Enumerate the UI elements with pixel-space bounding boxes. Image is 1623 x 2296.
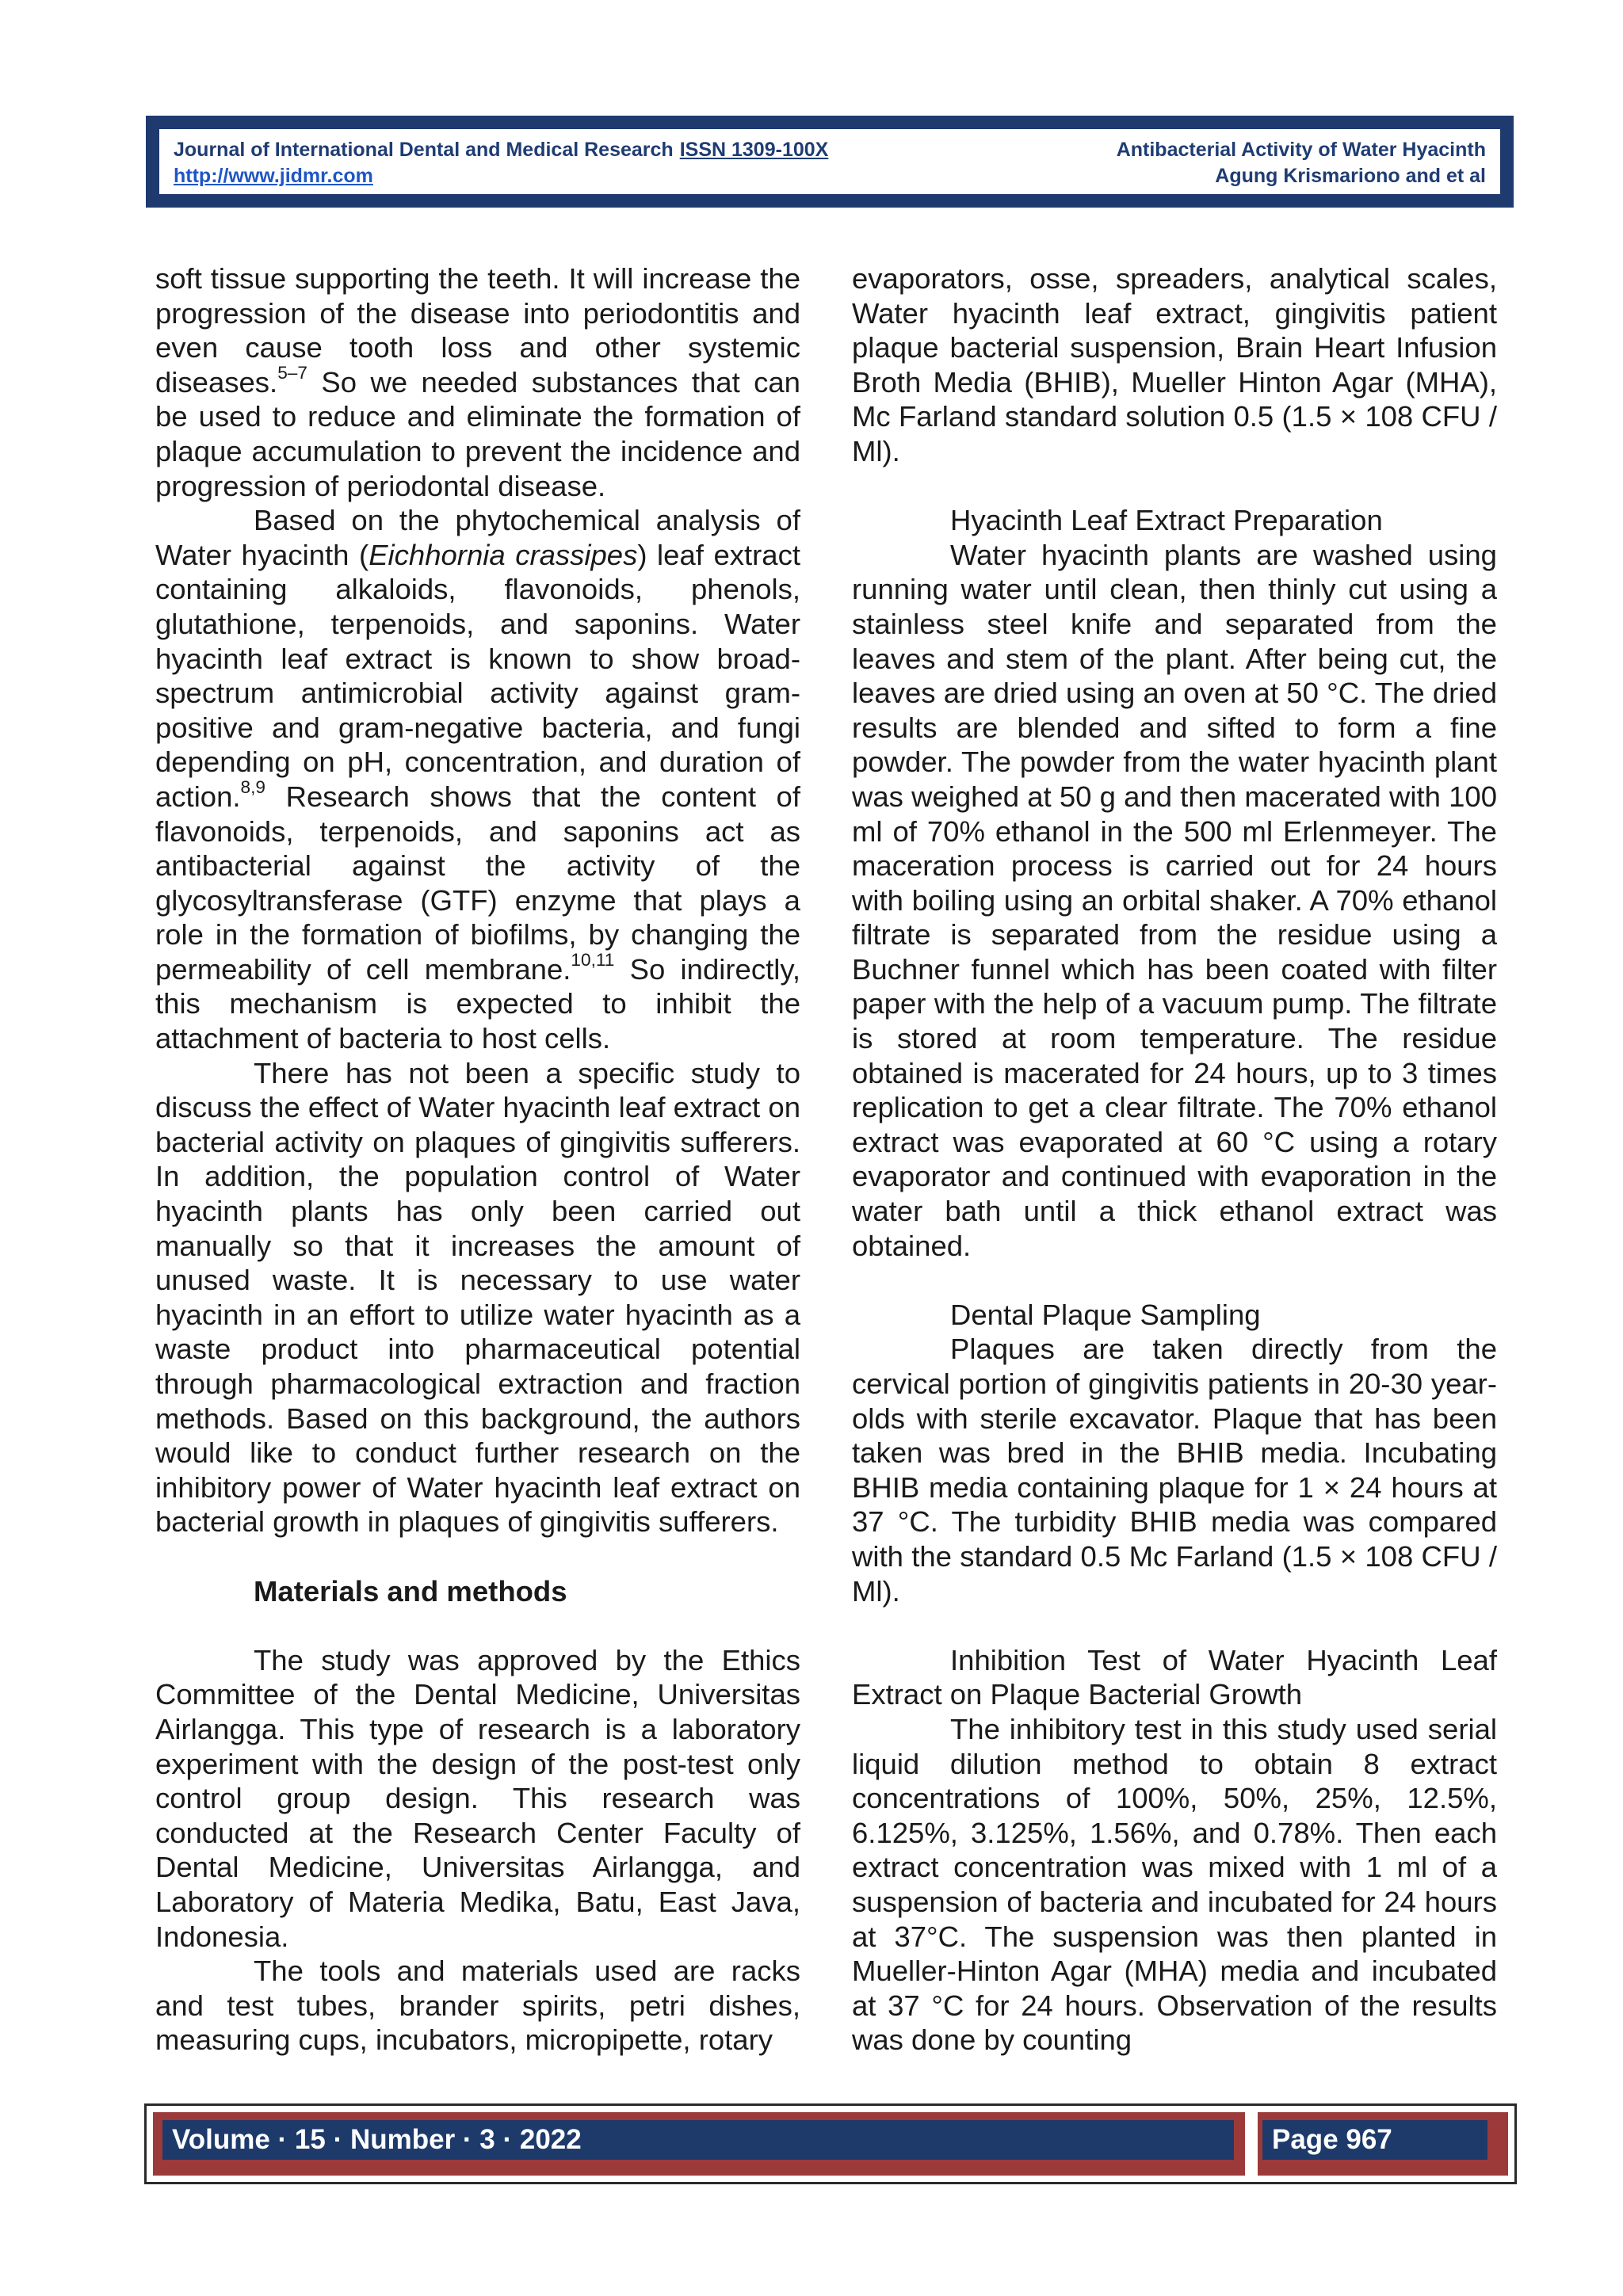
spacer bbox=[852, 1263, 1497, 1298]
issn-link[interactable]: ISSN 1309-100X bbox=[679, 139, 829, 161]
journal-header-box bbox=[157, 127, 1503, 196]
left-column bbox=[155, 261, 800, 2058]
paragraph-plaque-sampling: Plaques are taken directly from the cervical portion of gingivitis patients in 20-30 year-olds with sterile excavator. Plaque that has been taken was bred in the BHIB media. Incubating BHIB media containing plaque for 1 × 24 hours at 37 °C. The turbidity BHIB media was compared with the standard 0.5 Mc Farland (1.5 × 108 CFU / Ml). bbox=[852, 1333, 1497, 1608]
spacer bbox=[155, 1608, 800, 1643]
paragraph-phytochemical bbox=[155, 503, 800, 1056]
text-span: Based on the phytochemical analysis of Water hyacinth ( bbox=[155, 504, 800, 571]
citation-superscript: 5–7 bbox=[277, 362, 307, 383]
citation-superscript: 8,9 bbox=[240, 776, 265, 797]
header-journal-block bbox=[174, 137, 828, 163]
paragraph-tools: The tools and materials used are racks and test tubes, brander spirits, petri dishes, measuring cups, incubators, micropipette, rotary bbox=[155, 1955, 800, 2057]
journal-url-link[interactable]: http://www.jidmr.com bbox=[174, 165, 373, 187]
text-span: ) leaf extract containing alkaloids, flavonoids, phenols, glutathione, terpenoids, and saponins. Water hyacinth leaf extract is known to show broad-spectrum antimicrobial activity against gram-positive and gram-negative bacteria, and fungi depending on pH, concentration, and duration of action. bbox=[155, 538, 800, 813]
footer-band bbox=[153, 2112, 1508, 2176]
paragraph-ethics: The study was approved by the Ethics Committee of the Dental Medicine, Universitas Airlangga. This type of research is a laboratory experiment with the design of the post-test only control group design. This research was conducted at the Research Center Faculty of Dental Medicine, Universitas Airlangga, and Laboratory of Materia Medika, Batu, East Java, Indonesia. bbox=[155, 1643, 800, 1953]
spacer bbox=[155, 1539, 800, 1574]
right-column bbox=[852, 261, 1497, 2058]
volume-label: Volume · 15 · Number · 3 · 2022 bbox=[162, 2120, 1234, 2160]
article-authors: Agung Krismariono and et al bbox=[1215, 165, 1486, 187]
header-row-1 bbox=[174, 137, 1486, 163]
footer-divider bbox=[1245, 2112, 1258, 2176]
paragraph-rationale: There has not been a specific study to discuss the effect of Water hyacinth leaf extract on bacterial activity on plaques of gingivitis sufferers. In addition, the population control of Water hyacinth plants has only been carried out manually so that it increases the amount of unused waste. It is necessary to use water hyacinth in an effort to utilize water hyacinth as a waste product into pharmaceutical potential through pharmacological extraction and fraction methods. Based on this background, the authors would like to conduct further research on the inhibitory power of Water hyacinth leaf extract on bacterial growth in plaques of gingivitis sufferers. bbox=[155, 1056, 800, 1539]
journal-header bbox=[146, 116, 1514, 208]
subheading-plaque-sampling: Dental Plaque Sampling bbox=[950, 1298, 1261, 1331]
subheading-extract-preparation: Hyacinth Leaf Extract Preparation bbox=[950, 504, 1383, 537]
spacer bbox=[852, 1608, 1497, 1643]
species-name: Eichhornia crassipes bbox=[369, 538, 638, 571]
header-row-2 bbox=[174, 163, 1486, 189]
text-span: So we needed substances that can be used to reduce and eliminate the formation of plaque accumulation to prevent the incidence and progression of periodontal disease. bbox=[155, 365, 800, 502]
subheading-inhibition-test: Inhibition Test of Water Hyacinth Leaf Extract on Plaque Bacterial Growth bbox=[852, 1643, 1497, 1711]
page-footer bbox=[144, 2103, 1517, 2184]
paragraph-intro-end bbox=[155, 261, 800, 503]
text-span: soft tissue supporting the teeth. It will increase the progression of the disease into periodontitis and even cause tooth loss and other systemic diseases. bbox=[155, 262, 800, 399]
paragraph-extract-preparation: Water hyacinth plants are washed using running water until clean, then thinly cut using a stainless steel knife and separated from the leaves and stem of the plant. After being cut, the leaves are dried using an oven at 50 °C. The dried results are blended and sifted to form a fine powder. The powder from the water hyacinth plant was weighed at 50 g and then macerated with 100 ml of 70% ethanol in the 500 ml Erlenmeyer. The maceration process is carried out for 24 hours with boiling using an orbital shaker. A 70% ethanol filtrate is separated from the residue using a Buchner funnel which has been coated with filter paper with the help of a vacuum pump. The filtrate is stored at room temperature. The residue obtained is macerated for 24 hours, up to 3 times replication to get a clear filtrate. The 70% ethanol extract was evaporated at 60 °C using a rotary evaporator and continued with evaporation in the water bath until a thick ethanol extract was obtained. bbox=[852, 538, 1497, 1262]
article-title: Antibacterial Activity of Water Hyacinth bbox=[1116, 139, 1486, 161]
paragraph-inhibition-test: The inhibitory test in this study used serial liquid dilution method to obtain 8 extract concentrations of 100%, 50%, 25%, 12.5%, 6.125%, 3.125%, 1.56%, and 0.78%. Then each extract concentration was mixed with 1 ml of a suspension of bacteria and incubated for 24 hours at 37°C. The suspension was then planted in Mueller-Hinton Agar (MHA) media and incubated at 37 °C for 24 hours. Observation of the results was done by counting bbox=[852, 1712, 1497, 2057]
spacer bbox=[852, 469, 1497, 504]
text-span: Research shows that the content of flavonoids, terpenoids, and saponins act as antibacterial against the activity of the glycosyltransferase (GTF) enzyme that plays a role in the formation of biofilms, by changing the permeability of cell membrane. bbox=[155, 780, 800, 986]
section-heading-methods: Materials and methods bbox=[254, 1574, 567, 1608]
text-span: So indirectly, this mechanism is expected to inhibit the attachment of bacteria to host cells. bbox=[155, 952, 800, 1055]
citation-superscript: 10,11 bbox=[571, 949, 615, 970]
paragraph-materials-end: evaporators, osse, spreaders, analytical scales, Water hyacinth leaf extract, gingivitis patient plaque bacterial suspension, Brain Heart Infusion Broth Media (BHIB), Mueller Hinton Agar (MHA), Mc Farland standard solution 0.5 (1.5 × 108 CFU / Ml). bbox=[852, 262, 1497, 467]
journal-name: Journal of International Dental and Medical Research bbox=[174, 139, 674, 161]
page-number: Page 967 bbox=[1262, 2120, 1487, 2160]
